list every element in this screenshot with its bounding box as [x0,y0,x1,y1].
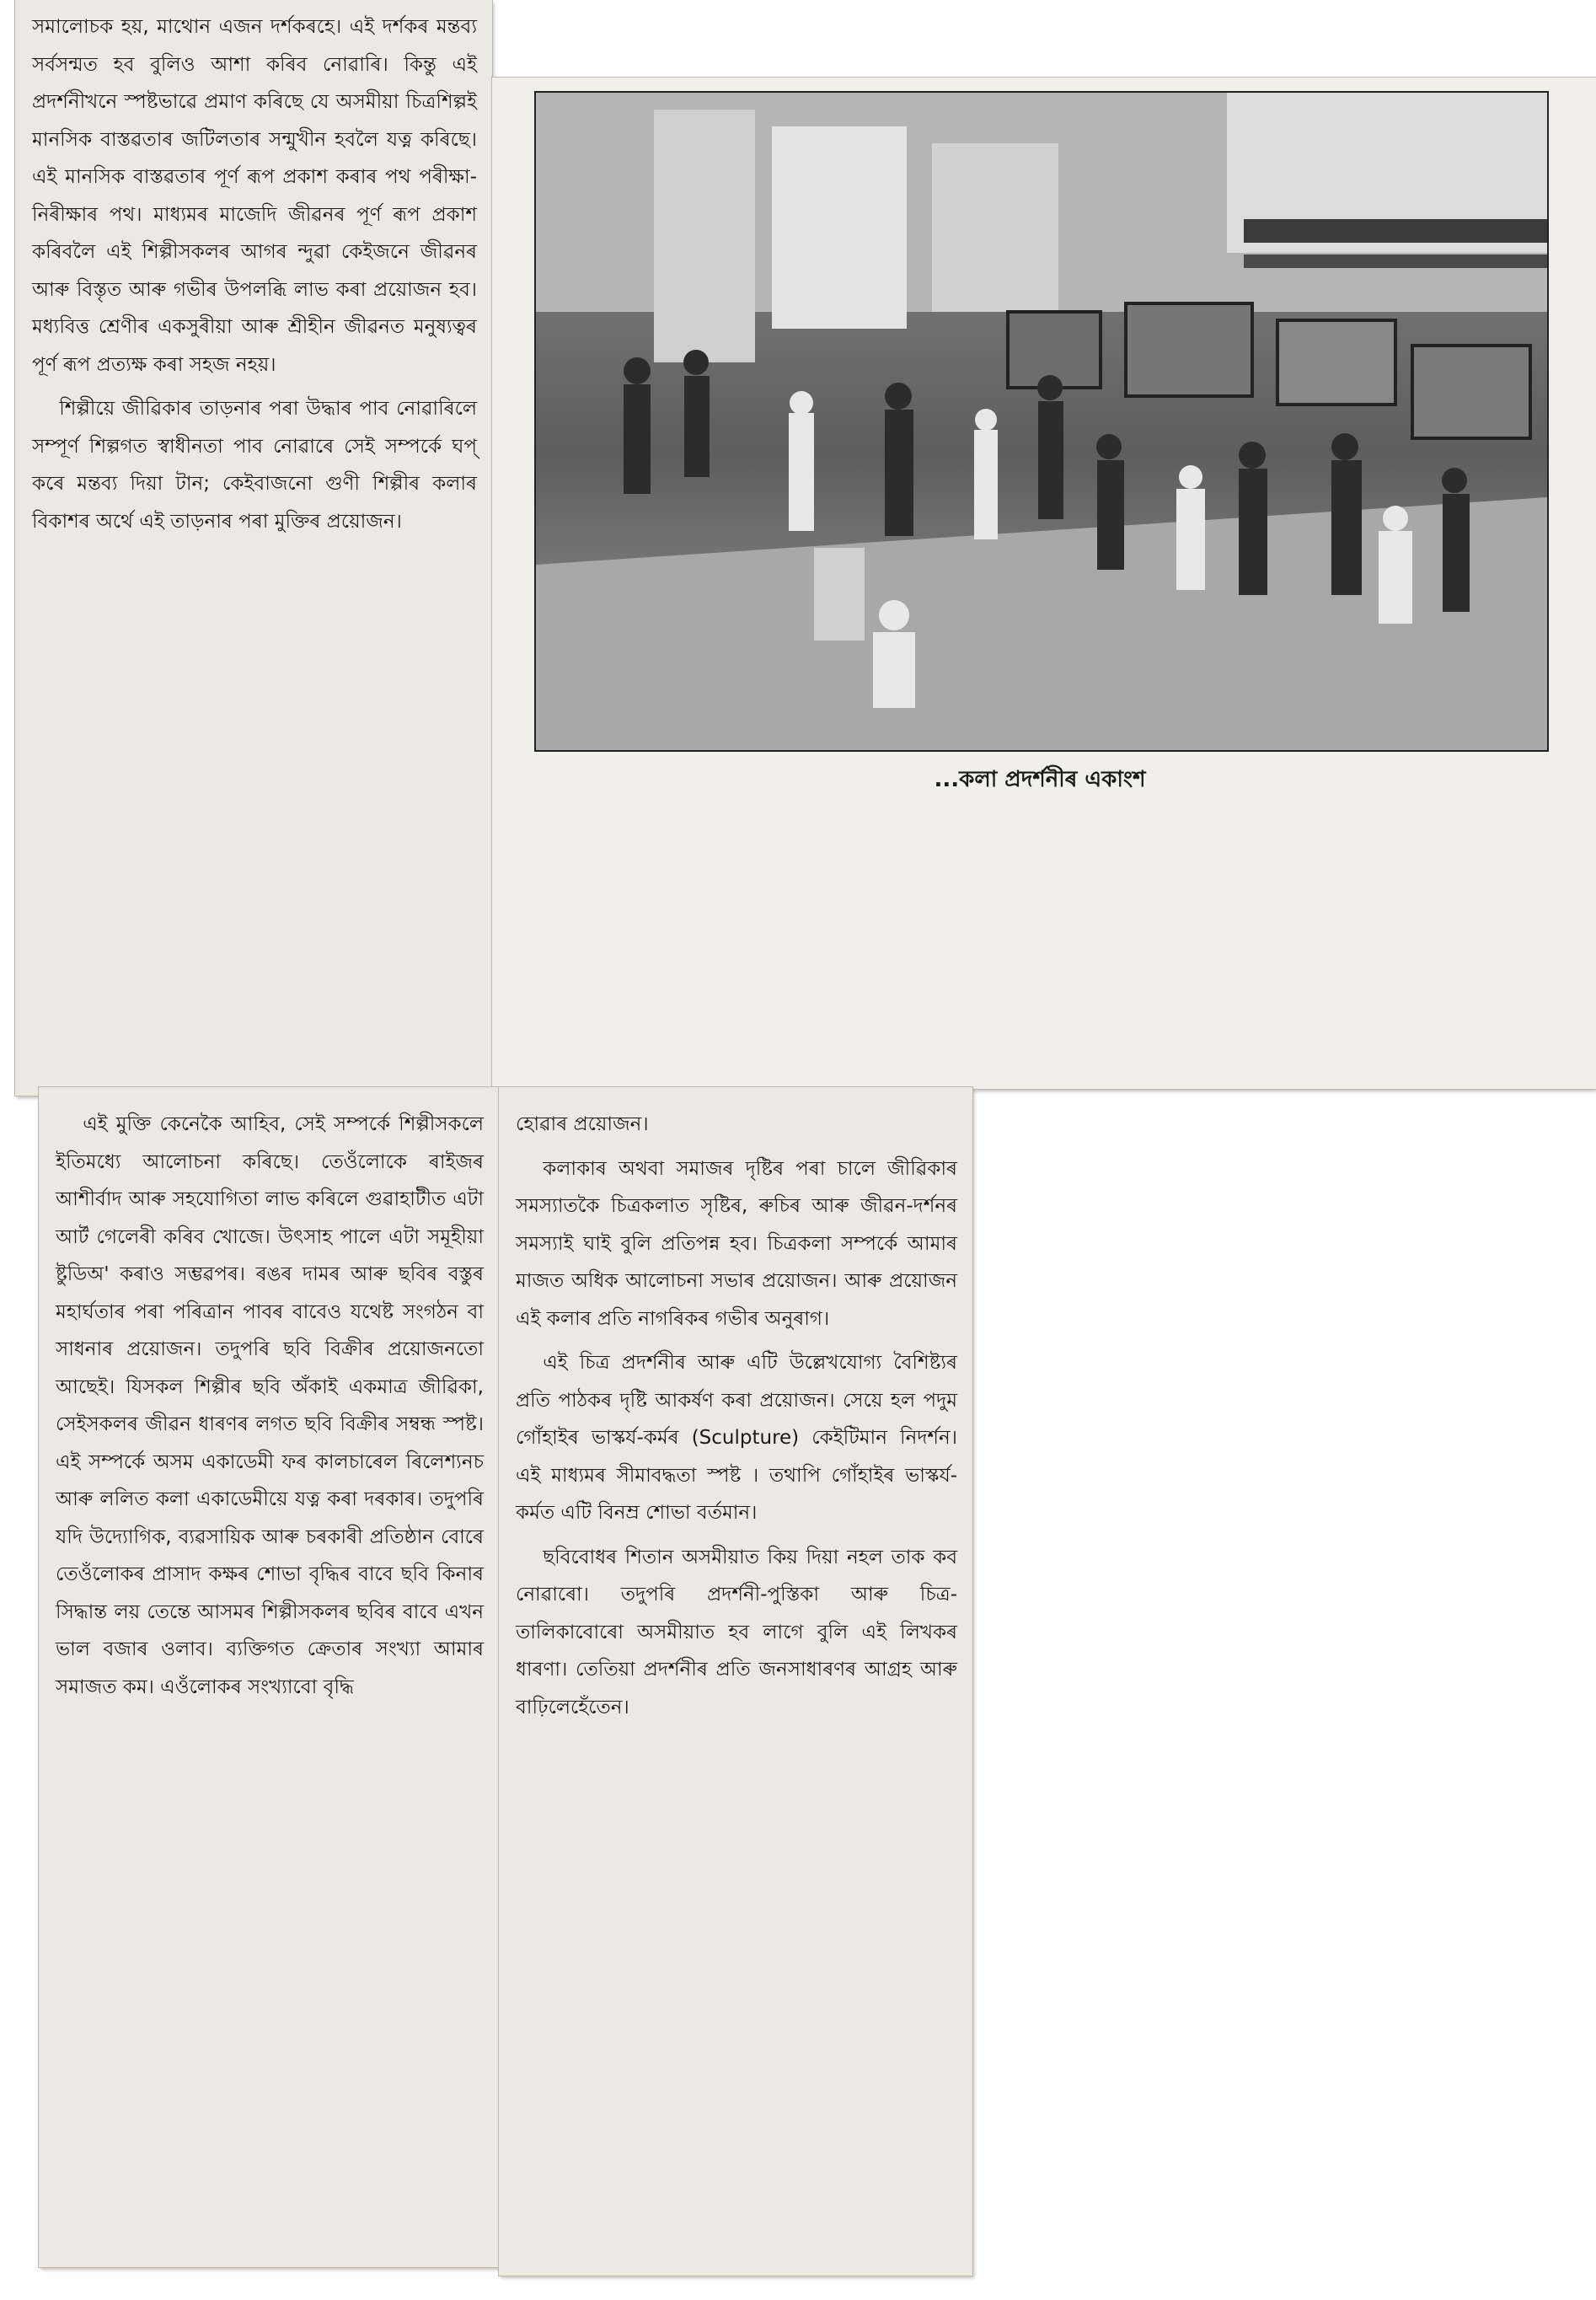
article-column-1 [32,8,477,547]
clipping-photo [492,78,1596,1089]
exhibition-photo [534,91,1549,752]
paragraph: এই মুক্তি কেনেকৈ আহিব, সেই সম্পৰ্কে শিল্পীসকলে ইতিমধ্যে আলোচনা কৰিছে। তেওঁলোকে ৰাইজৰ আশীৰ্বাদ আৰু সহযোগিতা লাভ কৰিলে গুৱাহাটীত এটা আৰ্ট গেলেৰী কৰিব খোজে। উৎসাহ পালে এটা সমূহীয়া ষ্টুডিঅ' কৰাও সম্ভৱপৰ। ৰঙৰ দামৰ আৰু ছবিৰ বস্তুৰ মহাৰ্ঘতাৰ পৰা পৰিত্ৰান পাবৰ বাবেও যথেষ্ট সংগঠন বা সাধনাৰ প্ৰয়োজন। তদুপৰি ছবি বিক্ৰীৰ প্ৰয়োজনতো আছেই। যিসকল শিল্পীৰ ছবি অঁকাই একমাত্ৰ জীৱিকা, সেইসকলৰ জীৱন ধাৰণৰ লগত ছবি বিক্ৰীৰ সম্বন্ধ স্পষ্ট। এই সম্পৰ্কে অসম একাডেমী ফৰ কালচাৰেল ৰিলেশ্যনচ আৰু ললিত কলা একাডেমীয়ে যত্ন কৰা দৰকাৰ। তদুপৰি যদি উদ্যোগিক, ব্যৱসায়িক আৰু চৰকাৰী প্ৰতিষ্ঠান বোৰে তেওঁলোকৰ প্ৰাসাদ কক্ষৰ শোভা বৃদ্ধিৰ বাবে ছবি কিনাৰ সিদ্ধান্ত লয় তেন্তে আসমৰ শিল্পীসকলৰ ছবিৰ বাবে এখন ভাল বজাৰ ওলাব। ব্যক্তিগত ক্ৰেতাৰ সংখ্যা আমাৰ সমাজত কম। এওঁলোকৰ সংখ্যাবো বৃদ্ধি [56,1113,484,1698]
clipping-right [499,1087,972,2276]
photo-image [536,93,1547,750]
article-column-2 [56,1106,484,1713]
clipping-left [15,0,492,1096]
paragraph: সমালোচক হয়, মাথোন এজন দৰ্শকৰহে। এই দৰ্শকৰ মন্তব্য সৰ্বসন্মত হব বুলিও আশা কৰিব নোৱাৰি। কিন্তু এই প্ৰদৰ্শনীখনে স্পষ্টভাৱে প্ৰমাণ কৰিছে যে অসমীয়া চিত্ৰশিল্পই মানসিক বাস্তৱতাৰ জটিলতাৰ সন্মুখীন হবলৈ যত্ন কৰিছে। এই মানসিক বাস্তৱতাৰ পূৰ্ণ ৰূপ প্ৰকাশ কৰাৰ পথ পৰীক্ষা-নিৰীক্ষাৰ পথ। মাধ্যমৰ মাজেদি জীৱনৰ পূৰ্ণ ৰূপ প্ৰকাশ কৰিবলৈ এই শিল্পীসকলৰ আগৰ ন্দুৱা কেইজনে জীৱনৰ আৰু বিস্তৃত আৰু গভীৰ উপলব্ধি লাভ কৰা প্ৰয়োজন হব। মধ্যবিত্ত শ্ৰেণীৰ একসুৰীয়া আৰু শ্ৰীহীন জীৱনত মনুষ্যত্বৰ পূৰ্ণ ৰূপ প্ৰত্যক্ষ কৰা সহজ নহয়। [32,16,477,376]
article-column-3 [516,1106,957,1733]
paragraph: ছবিবোধৰ শিতান অসমীয়াত কিয় দিয়া নহল তাক কব নোৱাৰো। তদুপৰি প্ৰদৰ্শনী-পুস্তিকা আৰু চিত্ৰ-তালিকাবোৰো অসমীয়াত হব লাগে বুলি এই লিখকৰ ধাৰণা। তেতিয়া প্ৰদৰ্শনীৰ প্ৰতি জনসাধাৰণৰ আগ্ৰহ আৰু বাঢ়িলেহেঁতেন। [516,1546,957,1718]
paragraph: এই চিত্ৰ প্ৰদৰ্শনীৰ আৰু এটি উল্লেখযোগ্য বৈশিষ্ট্যৰ প্ৰতি পাঠকৰ দৃষ্টি আকৰ্ষণ কৰা প্ৰয়োজন। সেয়ে হল পদুম গোঁহাইৰ ভাস্কৰ্য-কৰ্মৰ (Sculpture) কেইটিমান নিদৰ্শন। এই মাধ্যমৰ সীমাবদ্ধতা স্পষ্ট । তথাপি গোঁহাইৰ ভাস্কৰ্য-কৰ্মত এটি বিনম্ৰ শোভা বৰ্তমান। [516,1352,957,1524]
photo-caption: ...কলা প্ৰদৰ্শনীৰ একাংশ [934,767,1146,792]
paragraph: শিল্পীয়ে জীৱিকাৰ তাড়নাৰ পৰা উদ্ধাৰ পাব নোৱাৰিলে সম্পূৰ্ণ শিল্পগত স্বাধীনতা পাব নোৱাৰে সেই সম্পৰ্কে ঘপ্ কৰে মন্তব্য দিয়া টান; কেইবাজনো গুণী শিল্পীৰ কলাৰ বিকাশৰ অৰ্থে এই তাড়নাৰ পৰা মুক্তিৰ প্ৰয়োজন। [32,398,477,533]
paragraph: হোৱাৰ প্ৰয়োজন। [516,1113,649,1135]
clipping-middle [39,1087,499,2267]
paragraph: কলাকাৰ অথবা সমাজৰ দৃষ্টিৰ পৰা চালে জীৱিকাৰ সমস্যাতকৈ চিত্ৰকলাত সৃষ্টিৰ, ৰুচিৰ আৰু জীৱন-দৰ্শনৰ সমস্যাই ঘাই বুলি প্ৰতিপন্ন হব। চিত্ৰকলা সম্পৰ্কে আমাৰ মাজত অধিক আলোচনা সভাৰ প্ৰয়োজন। আৰু প্ৰয়োজন এই কলাৰ প্ৰতি নাগৰিকৰ গভীৰ অনুৰাগ। [516,1157,957,1330]
